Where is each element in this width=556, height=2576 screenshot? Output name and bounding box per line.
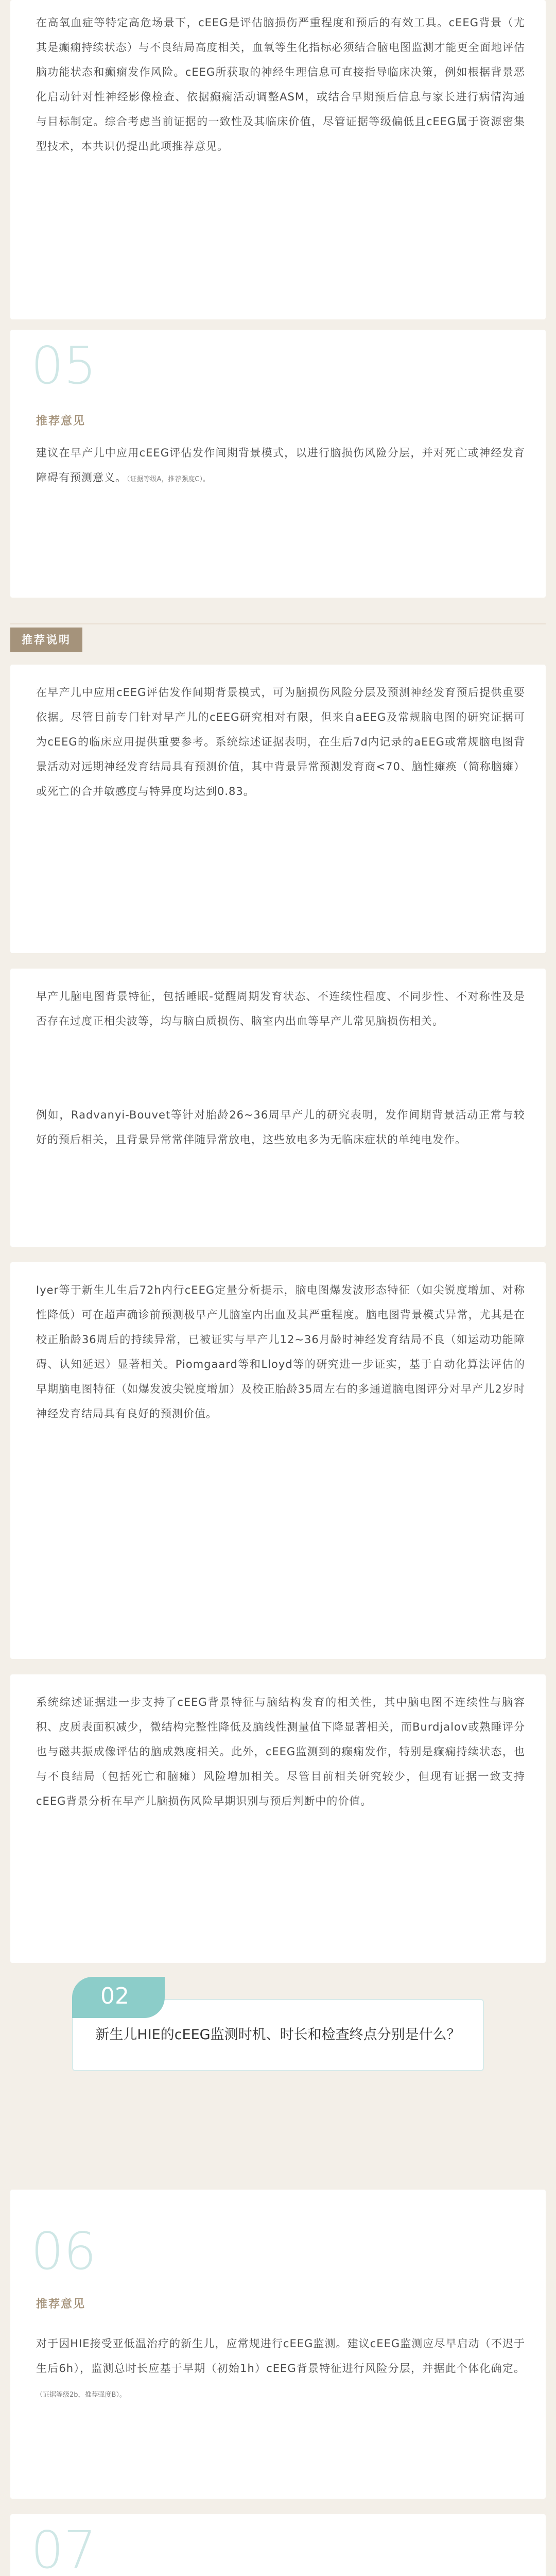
note-paragraph: Iyer等于新生儿生后72h内行cEEG定量分析提示，脑电图爆发波形态特征（如尖锐度增加、对称性降低）可在超声确诊前预测极早产儿脑室内出血及其严重程度。脑电图背景模式异常，尤其是在校正胎龄36周后的持续异常，已被证实与早产儿12~36月龄时神经发育结局不良（如运动功能障碍、认知延迟）显著相关。Piomgaard等和Lloyd等的研究进一步证实，基于自动化算法评估的早期脑电图特征（如爆发波尖锐度增加）及校正胎龄35周左右的多通道脑电图评分对早产儿2岁时神经发育结局具有良好的预测价值。 [36,1284,525,1420]
note-card-1 [10,665,546,953]
recommendation-body: 建议在早产儿中应用cEEG评估发作间期背景模式，以进行脑损伤风险分层，并对死亡或神经发育障碍有预测意义。 [36,447,525,484]
note-card-3 [10,1262,546,1659]
recommendation-title: 推荐意见 [36,2298,86,2311]
question-text: 新生儿HIE的cEEG监测时机、时长和检查终点分别是什么？ [95,2027,461,2043]
note-tag: 推荐说明 [10,628,82,652]
evidence-level: （证据等级A，推荐强度C）。 [127,476,210,483]
evidence-level: （证据等级2b，推荐强度B）。 [36,2391,126,2399]
note-card-2 [10,969,546,1247]
recommendation-text [36,2331,525,2408]
recommendation-07-card [10,2514,546,2576]
recommendation-body: 对于因HIE接受亚低温治疗的新生儿，应常规进行cEEG监测。建议cEEG监测应尽早启动（不迟于生后6h），监测总时长应基于早期（初始1h）cEEG背景特征进行风险分层，并据此个体化确定。 [36,2337,525,2375]
question-number: 02 [100,1983,129,2009]
intro-paragraph: 在高氧血症等特定高危场景下，cEEG是评估脑损伤严重程度和预后的有效工具。cEEG背景（尤其是癫痫持续状态）与不良结局高度相关，血氧等生化指标必须结合脑电图监测才能更全面地评估脑功能状态和癫痫发作风险。cEEG所获取的神经生理信息可直接指导临床决策，例如根据背景恶化启动针对性神经影像检查、依据癫痫活动调整ASM，或结合早期预后信息与家长进行病情沟通与目标制定。综合考虑当前证据的一致性及其临床价值，尽管证据等级偏低且cEEG属于资源密集型技术，本共识仍提出此项推荐意见。 [36,16,525,152]
recommendation-06-card [10,2190,546,2499]
recommendation-number: 05 [31,335,97,396]
note-paragraph: 系统综述证据进一步支持了cEEG背景特征与脑结构发育的相关性，其中脑电图不连续性与脑容积、皮质表面积减少，微结构完整性降低及脑线性测量值下降显著相关，而Burdjalov或熟睡评分也与磁共振成像评估的脑成熟度相关。此外，cEEG监测到的癫痫发作，特别是癫痫持续状态，也与不良结局（包括死亡和脑瘫）风险增加相关。尽管目前相关研究较少，但现有证据一致支持cEEG背景分析在早产儿脑损伤风险早期识别与预后判断中的价值。 [36,1696,525,1807]
recommendation-title: 推荐意见 [36,415,86,428]
note-paragraph: 例如，Radvanyi-Bouvet等针对胎龄26~36周早产儿的研究表明，发作间期背景活动正常与较好的预后相关，且背景异常常伴随异常放电，这些放电多为无临床症状的单纯电发作。 [36,1109,525,1146]
recommendation-number: 07 [31,2520,97,2576]
recommendation-text [36,440,525,492]
recommendation-number: 06 [31,2221,97,2281]
note-paragraph: 在早产儿中应用cEEG评估发作间期背景模式，可为脑损伤风险分层及预测神经发育预后提供重要依据。尽管目前专门针对早产儿的cEEG研究相对有限，但来自aEEG及常规脑电图的研究证据可为cEEG的临床应用提供重要参考。系统综述证据表明，在生后7d内记录的aEEG或常规脑电图背景活动对远期神经发育结局具有预测价值，其中背景异常预测发育商<70、脑性瘫痪（简称脑瘫）或死亡的合并敏感度与特异度均达到0.83。 [36,686,525,798]
divider [10,623,546,624]
recommendation-05-card [10,330,546,598]
intro-card [10,0,546,319]
note-paragraph: 早产儿脑电图背景特征，包括睡眠-觉醒周期发育状态、不连续性程度、不同步性、不对称性及是否存在过度正相尖波等，均与脑白质损伤、脑室内出血等早产儿常见脑损伤相关。 [36,990,525,1027]
note-card-4 [10,1674,546,1963]
